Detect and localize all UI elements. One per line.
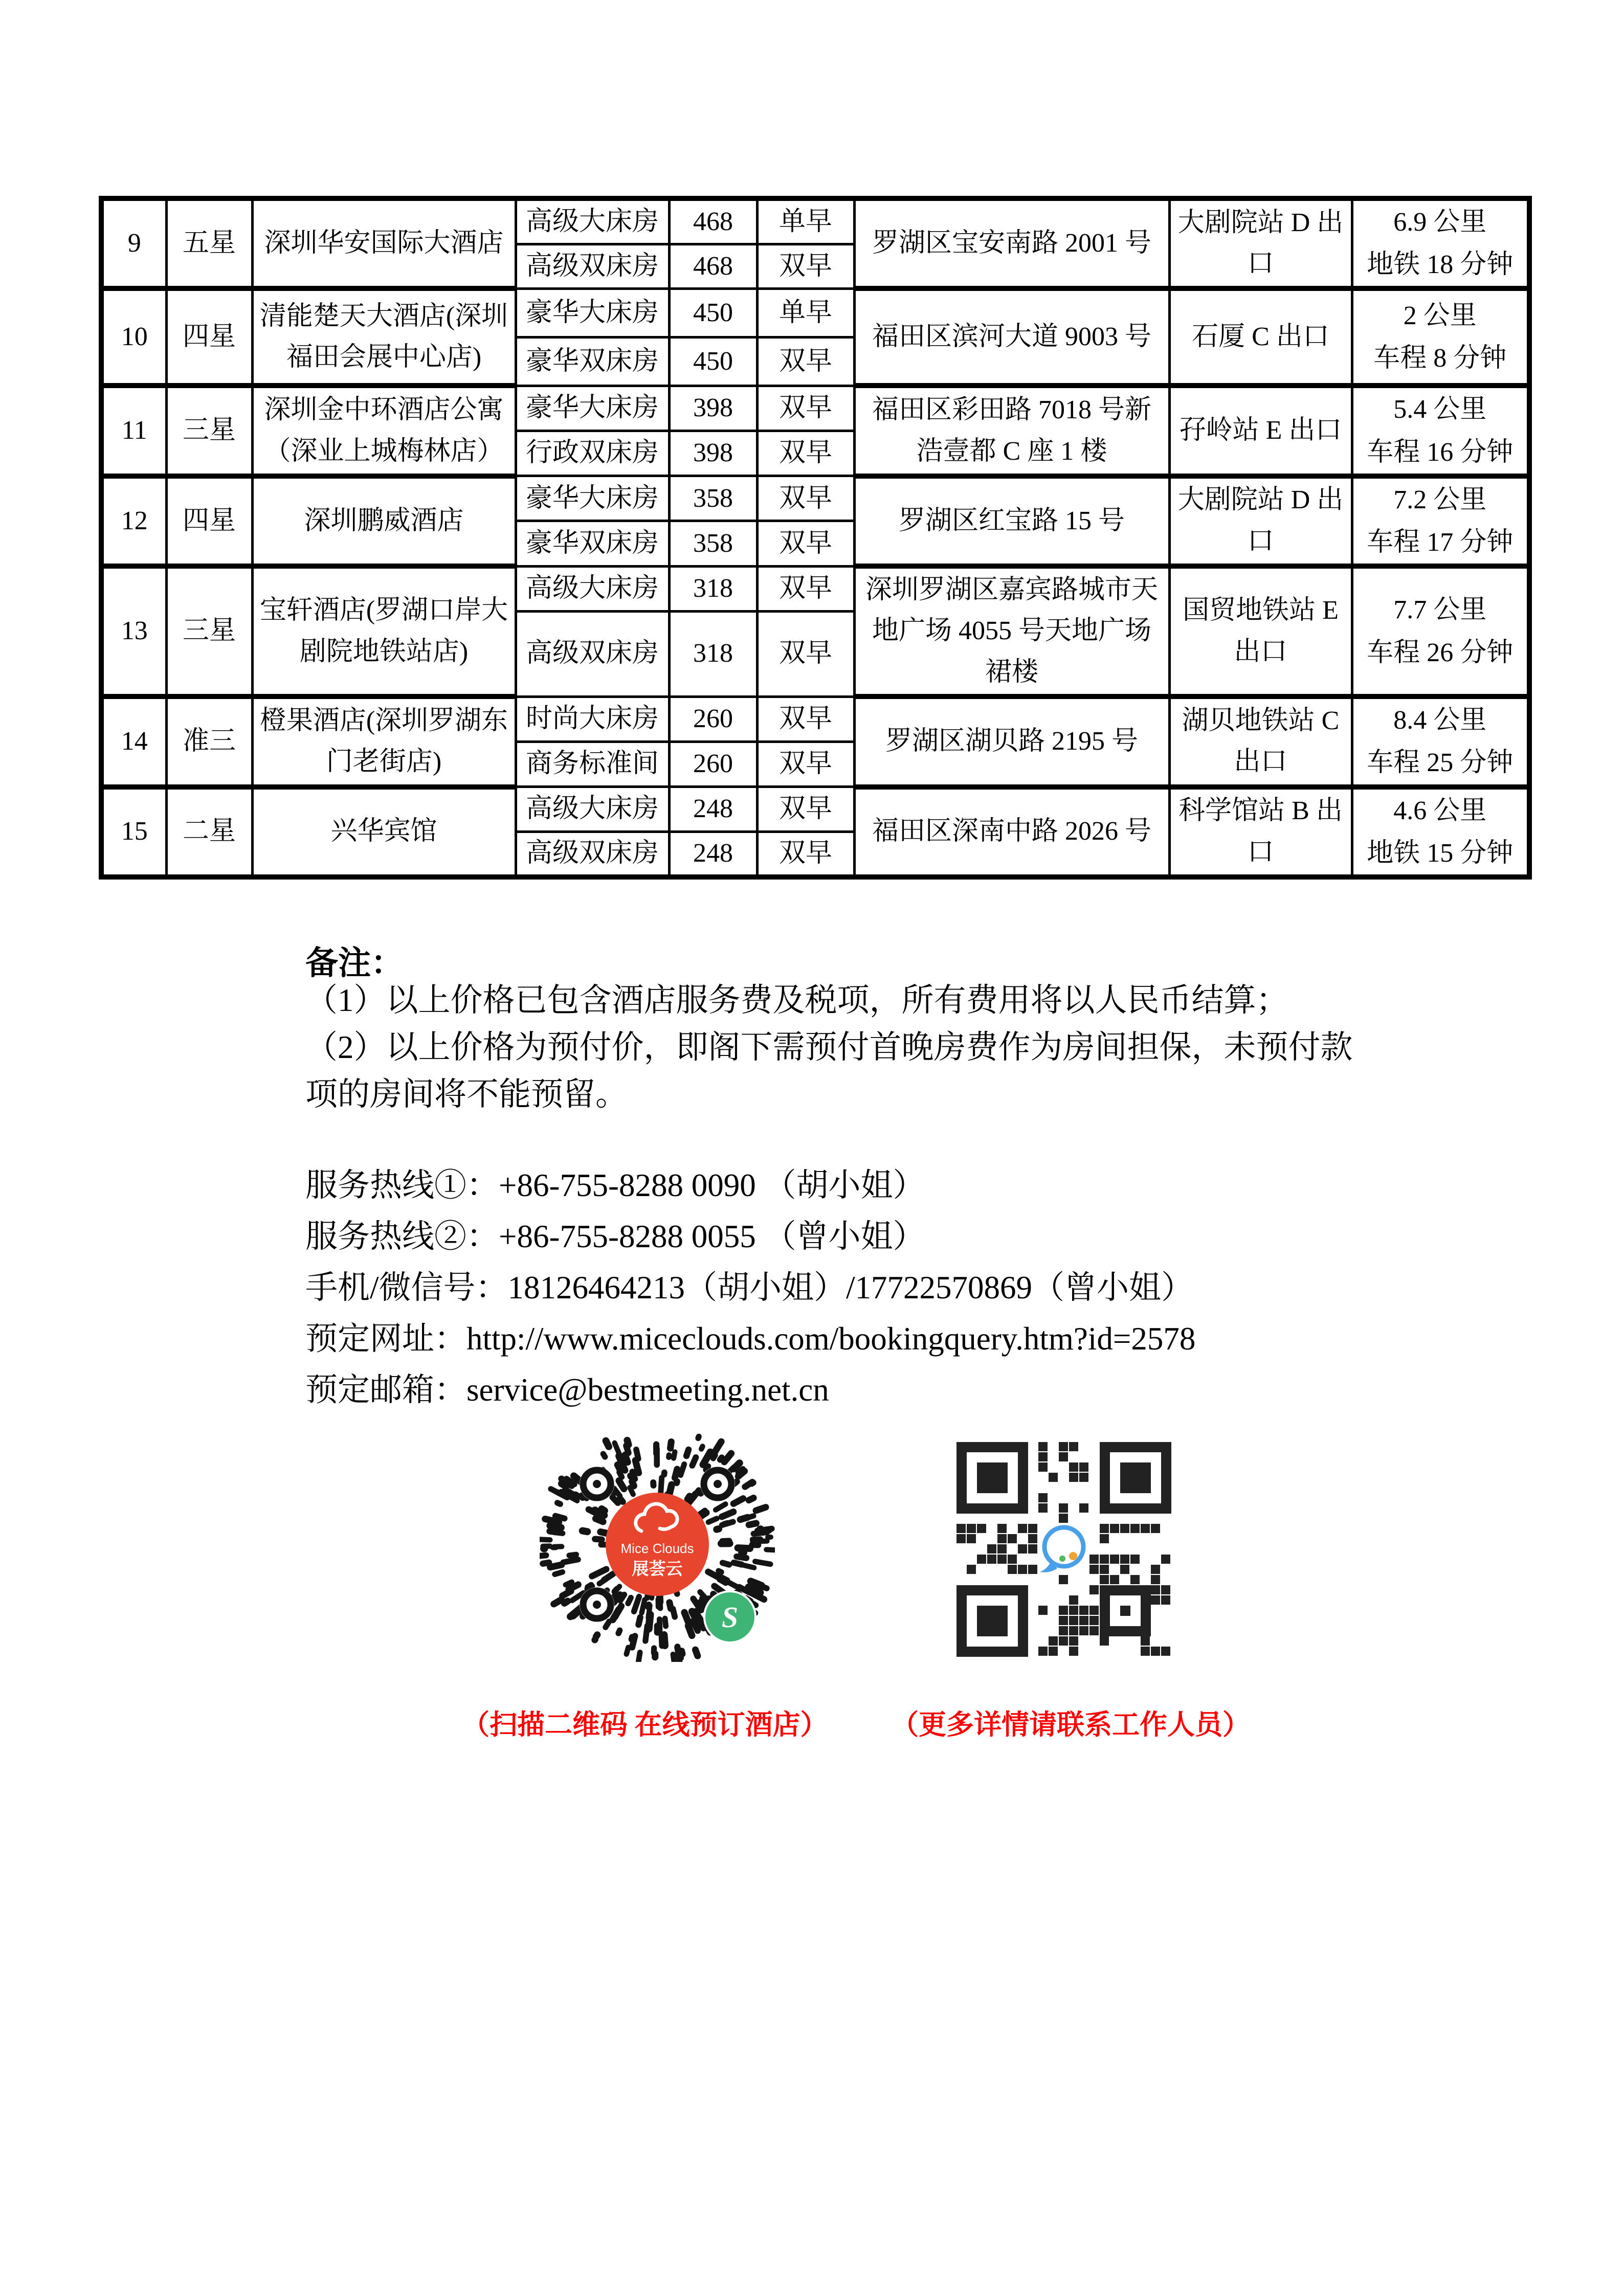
hotel-address: 罗湖区湖贝路 2195 号 bbox=[854, 696, 1169, 786]
booking-url: 预定网址：http://www.miceclouds.com/bookingquery.htm?id=2578 bbox=[305, 1321, 1196, 1357]
hotel-address: 罗湖区宝安南路 2001 号 bbox=[854, 198, 1169, 288]
room-type: 高级大床房 bbox=[516, 198, 669, 244]
breakfast: 双早 bbox=[757, 787, 854, 832]
hotel-name: 清能楚天大酒店(深圳福田会展中心店) bbox=[252, 288, 516, 386]
distance-km: 8.4 公里 bbox=[1393, 706, 1487, 735]
contact-info bbox=[305, 1160, 1482, 1415]
room-price: 260 bbox=[669, 741, 757, 786]
metro-exit: 国贸地铁站 E 出口 bbox=[1169, 566, 1352, 696]
distance-info bbox=[1352, 787, 1529, 877]
room-type: 豪华双床房 bbox=[516, 337, 669, 386]
distance-km: 5.4 公里 bbox=[1393, 395, 1487, 424]
booking-email: 预定邮箱：service@bestmeeting.net.cn bbox=[305, 1372, 829, 1408]
metro-exit: 石厦 C 出口 bbox=[1169, 288, 1352, 386]
room-type: 行政双床房 bbox=[516, 431, 669, 476]
room-price: 450 bbox=[669, 288, 757, 337]
hotel-name: 兴华宾馆 bbox=[252, 787, 516, 877]
room-type: 高级双床房 bbox=[516, 611, 669, 696]
svg-text:展荟云: 展荟云 bbox=[632, 1559, 683, 1578]
hotel-row bbox=[101, 476, 1529, 521]
distance-info bbox=[1352, 386, 1529, 476]
hotel-row bbox=[101, 386, 1529, 431]
room-type: 商务标准间 bbox=[516, 741, 669, 786]
distance-time: 车程 8 分钟 bbox=[1373, 344, 1507, 373]
remarks-heading: 备注： bbox=[305, 945, 404, 981]
row-number: 12 bbox=[101, 476, 166, 566]
qr-code bbox=[954, 1439, 1174, 1659]
breakfast: 双早 bbox=[757, 431, 854, 476]
caption-more-info: （更多详情请联系工作人员） bbox=[891, 1709, 1250, 1740]
svg-text:S: S bbox=[721, 1601, 739, 1634]
room-type: 高级双床房 bbox=[516, 832, 669, 877]
caption-scan-qr: （扫描二维码 在线预订酒店） bbox=[462, 1709, 828, 1740]
hotel-address: 福田区深南中路 2026 号 bbox=[854, 787, 1169, 877]
star-rating: 三星 bbox=[166, 566, 252, 696]
metro-exit: 湖贝地铁站 C 出口 bbox=[1169, 696, 1352, 786]
room-price: 450 bbox=[669, 337, 757, 386]
hotel-price-table bbox=[99, 196, 1532, 880]
breakfast: 单早 bbox=[757, 198, 854, 244]
room-price: 358 bbox=[669, 521, 757, 566]
room-price: 398 bbox=[669, 431, 757, 476]
remark-line-2: （2）以上价格为预付价，即阁下需预付首晚房费作为房间担保，未预付款 bbox=[305, 1029, 1353, 1065]
distance-info bbox=[1352, 476, 1529, 566]
room-price: 318 bbox=[669, 611, 757, 696]
breakfast: 双早 bbox=[757, 832, 854, 877]
hotel-name: 宝轩酒店(罗湖口岸大剧院地铁站店) bbox=[252, 566, 516, 696]
hotel-name: 深圳华安国际大酒店 bbox=[252, 198, 516, 288]
breakfast: 双早 bbox=[757, 476, 854, 521]
room-type: 豪华大床房 bbox=[516, 476, 669, 521]
distance-km: 6.9 公里 bbox=[1393, 208, 1487, 237]
row-number: 14 bbox=[101, 696, 166, 786]
svg-text:Mice Clouds: Mice Clouds bbox=[620, 1541, 694, 1556]
hotel-name: 橙果酒店(深圳罗湖东门老街店) bbox=[252, 696, 516, 786]
hotel-address: 深圳罗湖区嘉宾路城市天地广场 4055 号天地广场裙楼 bbox=[854, 566, 1169, 696]
hotel-row bbox=[101, 787, 1529, 832]
distance-km: 4.6 公里 bbox=[1393, 796, 1487, 825]
breakfast: 双早 bbox=[757, 521, 854, 566]
breakfast: 双早 bbox=[757, 696, 854, 741]
distance-time: 车程 16 分钟 bbox=[1367, 437, 1514, 467]
distance-time: 地铁 15 分钟 bbox=[1367, 838, 1514, 868]
row-number: 15 bbox=[101, 787, 166, 877]
miniprogram-qr-code bbox=[540, 1427, 775, 1662]
breakfast: 双早 bbox=[757, 244, 854, 288]
row-number: 10 bbox=[101, 288, 166, 386]
room-type: 豪华双床房 bbox=[516, 521, 669, 566]
breakfast: 双早 bbox=[757, 741, 854, 786]
star-rating: 五星 bbox=[166, 198, 252, 288]
room-type: 豪华大床房 bbox=[516, 386, 669, 431]
distance-km: 7.7 公里 bbox=[1393, 595, 1487, 625]
room-type: 高级双床房 bbox=[516, 244, 669, 288]
distance-time: 车程 26 分钟 bbox=[1367, 638, 1514, 667]
distance-km: 7.2 公里 bbox=[1393, 485, 1487, 514]
breakfast: 双早 bbox=[757, 386, 854, 431]
remarks-body bbox=[305, 977, 1420, 1118]
room-type: 豪华大床房 bbox=[516, 288, 669, 337]
metro-exit: 大剧院站 D 出口 bbox=[1169, 476, 1352, 566]
room-price: 248 bbox=[669, 787, 757, 832]
remark-line-3: 项的房间将不能预留。 bbox=[305, 1076, 628, 1112]
metro-exit: 大剧院站 D 出口 bbox=[1169, 198, 1352, 288]
room-price: 260 bbox=[669, 696, 757, 741]
service-hotline-1: 服务热线①：+86-755-8288 0090 （胡小姐） bbox=[305, 1167, 925, 1203]
distance-info bbox=[1352, 566, 1529, 696]
room-price: 318 bbox=[669, 566, 757, 611]
hotel-address: 福田区滨河大道 9003 号 bbox=[854, 288, 1169, 386]
hotel-row bbox=[101, 696, 1529, 741]
star-rating: 三星 bbox=[166, 386, 252, 476]
breakfast: 双早 bbox=[757, 566, 854, 611]
distance-info bbox=[1352, 198, 1529, 288]
metro-exit: 孖岭站 E 出口 bbox=[1169, 386, 1352, 476]
star-rating: 四星 bbox=[166, 476, 252, 566]
distance-info bbox=[1352, 696, 1529, 786]
star-rating: 二星 bbox=[166, 787, 252, 877]
distance-time: 地铁 18 分钟 bbox=[1367, 250, 1514, 280]
hotel-name: 深圳金中环酒店公寓（深业上城梅林店） bbox=[252, 386, 516, 476]
hotel-row bbox=[101, 566, 1529, 611]
breakfast: 单早 bbox=[757, 288, 854, 337]
remark-line-1: （1）以上价格已包含酒店服务费及税项，所有费用将以人民币结算； bbox=[305, 982, 1288, 1018]
distance-time: 车程 17 分钟 bbox=[1367, 527, 1514, 557]
hotel-address: 福田区彩田路 7018 号新浩壹都 C 座 1 楼 bbox=[854, 386, 1169, 476]
metro-exit: 科学馆站 B 出口 bbox=[1169, 787, 1352, 877]
row-number: 13 bbox=[101, 566, 166, 696]
breakfast: 双早 bbox=[757, 611, 854, 696]
room-price: 358 bbox=[669, 476, 757, 521]
room-type: 高级大床房 bbox=[516, 787, 669, 832]
distance-info bbox=[1352, 288, 1529, 386]
star-rating: 准三 bbox=[166, 696, 252, 786]
room-price: 398 bbox=[669, 386, 757, 431]
distance-km: 2 公里 bbox=[1403, 301, 1477, 331]
breakfast: 双早 bbox=[757, 337, 854, 386]
room-type: 高级大床房 bbox=[516, 566, 669, 611]
star-rating: 四星 bbox=[166, 288, 252, 386]
room-price: 468 bbox=[669, 198, 757, 244]
hotel-row bbox=[101, 288, 1529, 337]
mobile-wechat: 手机/微信号：18126464213（胡小姐）/17722570869（曾小姐） bbox=[305, 1270, 1194, 1305]
row-number: 9 bbox=[101, 198, 166, 288]
hotel-row bbox=[101, 198, 1529, 244]
row-number: 11 bbox=[101, 386, 166, 476]
hotel-name: 深圳鹏威酒店 bbox=[252, 476, 516, 566]
room-price: 468 bbox=[669, 244, 757, 288]
distance-time: 车程 25 分钟 bbox=[1367, 748, 1514, 778]
room-type: 时尚大床房 bbox=[516, 696, 669, 741]
hotel-address: 罗湖区红宝路 15 号 bbox=[854, 476, 1169, 566]
room-price: 248 bbox=[669, 832, 757, 877]
service-hotline-2: 服务热线②：+86-755-8288 0055 （曾小姐） bbox=[305, 1219, 925, 1254]
